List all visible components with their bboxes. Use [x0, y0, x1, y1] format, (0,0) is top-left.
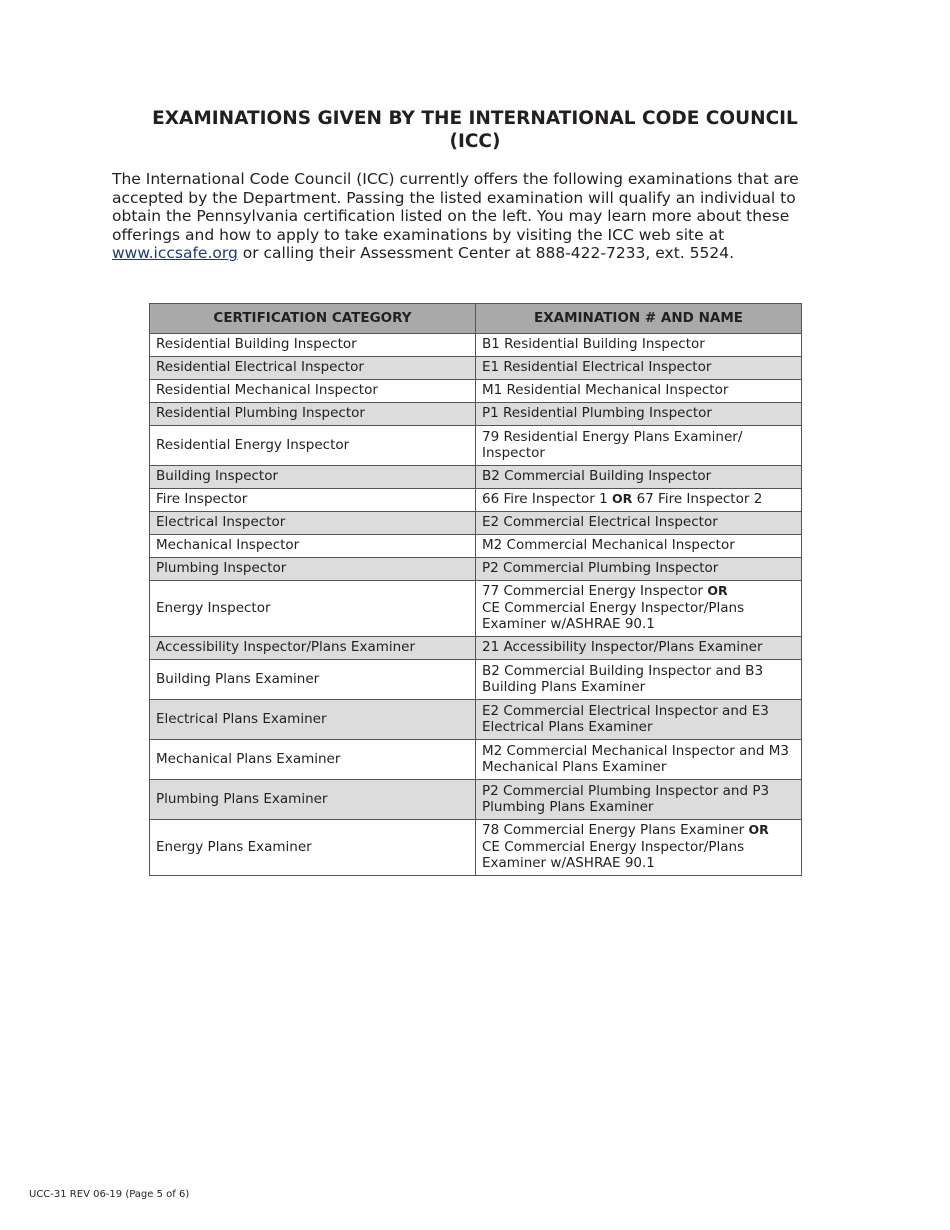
- category-cell: Residential Electrical Inspector: [150, 357, 476, 380]
- category-cell: Residential Plumbing Inspector: [150, 403, 476, 426]
- exam-cell: E1 Residential Electrical Inspector: [476, 357, 802, 380]
- table-row: [150, 558, 802, 581]
- table-row: [150, 512, 802, 535]
- table-row: [150, 426, 802, 466]
- exam-cell: P1 Residential Plumbing Inspector: [476, 403, 802, 426]
- category-cell: Residential Energy Inspector: [150, 426, 476, 466]
- category-cell: Building Inspector: [150, 466, 476, 489]
- category-cell: Mechanical Inspector: [150, 535, 476, 558]
- exam-cell: E2 Commercial Electrical Inspector and E3 Electrical Plans Examiner: [476, 700, 802, 740]
- exam-cell: B2 Commercial Building Inspector: [476, 466, 802, 489]
- exam-cell: M2 Commercial Mechanical Inspector and M3 Mechanical Plans Examiner: [476, 740, 802, 780]
- examinations-table: [149, 303, 802, 876]
- table-row: [150, 637, 802, 660]
- exam-option-b: 67 Fire Inspector 2: [636, 491, 763, 508]
- category-cell: Residential Mechanical Inspector: [150, 380, 476, 403]
- category-cell: Plumbing Inspector: [150, 558, 476, 581]
- page-title: [112, 107, 838, 153]
- table-row: [150, 466, 802, 489]
- table-header-row: [150, 304, 802, 334]
- exam-cell: M2 Commercial Mechanical Inspector: [476, 535, 802, 558]
- exam-cell: M1 Residential Mechanical Inspector: [476, 380, 802, 403]
- table-row: [150, 334, 802, 357]
- table-row: [150, 740, 802, 780]
- exam-cell: 79 Residential Energy Plans Examiner/ Inspector: [476, 426, 802, 466]
- table-row: [150, 357, 802, 380]
- exam-cell: 21 Accessibility Inspector/Plans Examiner: [476, 637, 802, 660]
- intro-paragraph: [112, 170, 840, 263]
- exam-cell: E2 Commercial Electrical Inspector: [476, 512, 802, 535]
- or-connector: OR: [612, 491, 633, 507]
- table-row: [150, 380, 802, 403]
- table-row: [150, 581, 802, 637]
- table-row: [150, 780, 802, 820]
- intro-text-after: or calling their Assessment Center at 888-422-7233, ext. 5524.: [237, 244, 734, 263]
- exam-option-a: 78 Commercial Energy Plans Examiner: [482, 822, 745, 839]
- category-column-header: CERTIFICATION CATEGORY: [150, 304, 476, 334]
- exam-column-header: EXAMINATION # AND NAME: [476, 304, 802, 334]
- exam-option-a: 77 Commercial Energy Inspector: [482, 583, 704, 600]
- category-cell: Building Plans Examiner: [150, 660, 476, 700]
- table-row: [150, 403, 802, 426]
- table-row: [150, 535, 802, 558]
- or-connector: OR: [748, 822, 769, 838]
- table-row: [150, 700, 802, 740]
- category-cell: Mechanical Plans Examiner: [150, 740, 476, 780]
- category-cell: Electrical Plans Examiner: [150, 700, 476, 740]
- exam-cell: [476, 489, 802, 512]
- page-title-line-1: EXAMINATIONS GIVEN BY THE INTERNATIONAL CODE COUNCIL: [152, 108, 798, 129]
- table-row: [150, 820, 802, 876]
- exam-cell: [476, 820, 802, 876]
- category-cell: Plumbing Plans Examiner: [150, 780, 476, 820]
- category-cell: Residential Building Inspector: [150, 334, 476, 357]
- exam-option-b: CE Commercial Energy Inspector/Plans Examiner w/ASHRAE 90.1: [482, 838, 745, 872]
- table-row: [150, 489, 802, 512]
- iccsafe-link[interactable]: www.iccsafe.org: [112, 244, 238, 263]
- exam-cell: [476, 581, 802, 637]
- exam-cell: P2 Commercial Plumbing Inspector: [476, 558, 802, 581]
- or-connector: OR: [707, 583, 728, 599]
- page-footer: UCC-31 REV 06-19 (Page 5 of 6): [29, 1189, 190, 1200]
- category-cell: Fire Inspector: [150, 489, 476, 512]
- exam-option-a: 66 Fire Inspector 1: [482, 491, 608, 508]
- category-cell: Accessibility Inspector/Plans Examiner: [150, 637, 476, 660]
- exam-option-b: CE Commercial Energy Inspector/Plans Examiner w/ASHRAE 90.1: [482, 599, 745, 633]
- category-cell: Electrical Inspector: [150, 512, 476, 535]
- page-title-line-2: (ICC): [449, 131, 501, 152]
- table-row: [150, 660, 802, 700]
- category-cell: Energy Inspector: [150, 581, 476, 637]
- exam-cell: P2 Commercial Plumbing Inspector and P3 Plumbing Plans Examiner: [476, 780, 802, 820]
- intro-text-before: The International Code Council (ICC) currently offers the following examinations that are accepted by the Department. Passing the listed examination will qualify an individual to obtain the Pennsylvania certification listed on the left. You may learn more about these offerings and how to apply to take examinations by visiting the ICC web site at: [112, 170, 799, 244]
- exam-cell: B1 Residential Building Inspector: [476, 334, 802, 357]
- exam-cell: B2 Commercial Building Inspector and B3 Building Plans Examiner: [476, 660, 802, 700]
- category-cell: Energy Plans Examiner: [150, 820, 476, 876]
